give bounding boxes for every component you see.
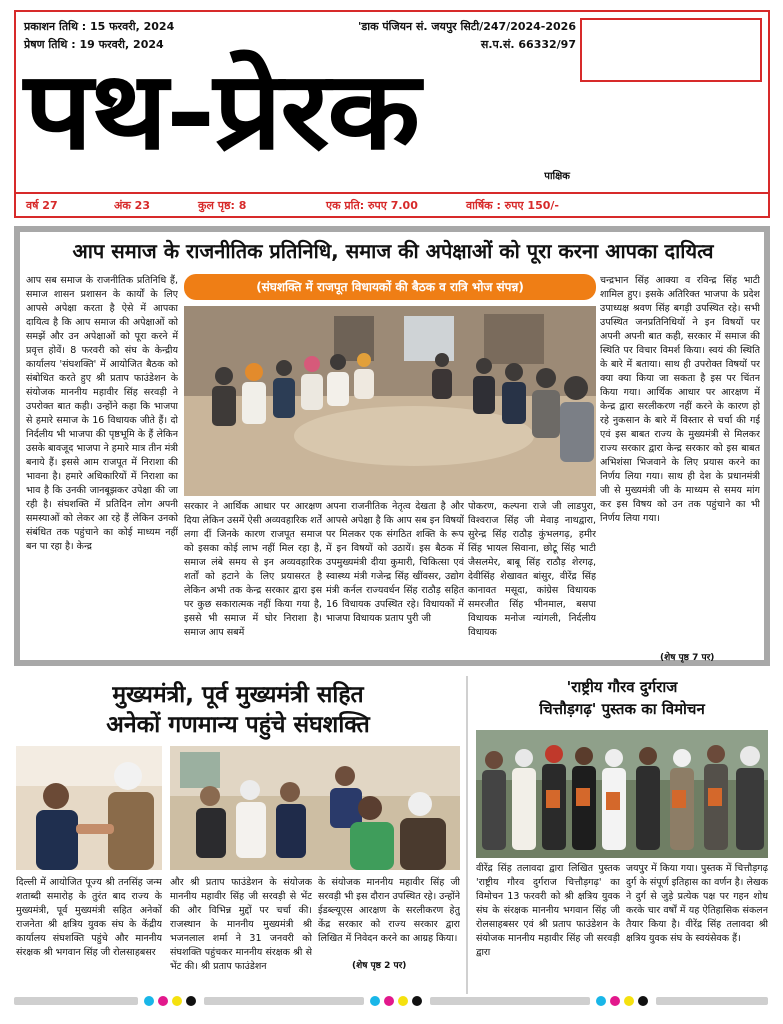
dispatch-date: प्रेषण तिथि : 19 फरवरी, 2024	[24, 38, 164, 51]
story2-headline-line1: मुख्यमंत्री, पूर्व मुख्यमंत्री सहित	[112, 682, 364, 708]
magenta-dot	[158, 996, 168, 1006]
newspaper-title: पथ-प्रेरक	[24, 48, 418, 174]
story2-column-1: दिल्ली में आयोजित पूज्य श्री तनसिंह जन्म शताब्दी समारोह के तुरंत बाद राज्य के मुख्यमंत्री, पूर्व मुख्यमंत्री सहित अनेकों राजनेता श्री क्षत्रिय युवक संघ के केंद्रीय कार्यालय संघशक्ति पहुंचे और माननीय संरक्षक श्री भगवान सिंह जी रोलसाहबसर	[16, 877, 162, 958]
story2-headline-line2: अनेकों गणमान्य पहुंचे संघशक्ति	[106, 712, 370, 738]
magenta-dot	[610, 996, 620, 1006]
yellow-dot	[398, 996, 408, 1006]
magenta-dot	[384, 996, 394, 1006]
black-dot	[186, 996, 196, 1006]
gray-bar	[204, 997, 364, 1005]
black-dot	[638, 996, 648, 1006]
cyan-dot	[370, 996, 380, 1006]
gray-bar	[14, 997, 138, 1005]
year-label: वर्ष 27	[26, 198, 58, 212]
publish-date: प्रकाशन तिथि : 15 फरवरी, 2024	[24, 20, 175, 33]
story2-column-3: के संयोजक माननीय महावीर सिंह जी सरवड़ी भी इस दौरान उपस्थित रहे। उन्होंने ईडब्ल्यूएस आरक्षण के सरलीकरण हेतु केंद्र सरकार को राज्य सरकार द्वारा लिखित में निवेदन करने का आग्रह किया।	[318, 877, 460, 944]
chief-minister-photo	[170, 746, 460, 870]
issue-info-bar	[16, 192, 768, 216]
print-registration-strip	[0, 994, 783, 1008]
black-dot	[412, 996, 422, 1006]
yellow-dot	[172, 996, 182, 1006]
rni-number: स.प.सं. 66332/97	[480, 38, 576, 51]
lead-column-4: पोकरण, कल्पना राजे जी लाडपुरा, विश्वराज सिंह जी मेवाड़ नाथद्वारा, सुरेन्द्र सिंह राठौड़ कुंभलगढ़, हमीर सिंह भायल सिवाना, छोटू सिंह भाटी जैसलमेर, बाबू सिंह राठौड़ शेरगढ़, देवीसिंह शेखावत बांसुर, वीरेंद्र सिंह कानावत मसूदा, कांग्रेस विधायक समरजीत सिंह भीनमाल, बसपा विधायक मनोज न्यांगली, निर्दलीय विधायक	[468, 501, 596, 638]
story2-headline	[18, 680, 458, 740]
postal-registration: 'डाक पंजियन सं. जयपुर सिटी/247/2024-2026	[358, 20, 576, 33]
story2-continued-note: (शेष पृष्ठ 2 पर)	[352, 961, 407, 971]
column-divider	[466, 676, 468, 994]
continued-note: (शेष पृष्ठ 7 पर)	[660, 653, 715, 663]
story3-column-2: जयपुर में किया गया। पुस्तक में चित्तौड़गढ़ दुर्ग के संपूर्ण इतिहास का वर्णन है। लेखक ने दुर्ग से जुड़े प्रत्येक पक्ष पर गहन शोध करके चार वर्षों में यह ऐतिहासिक संकलन तैयार किया है। वीरेंद्र सिंह तलावदा श्री क्षत्रिय युवक संघ के स्वयंसेवक हैं।	[626, 863, 768, 944]
story3-headline	[472, 676, 772, 720]
chief-minister-photo-illustration	[170, 746, 460, 870]
lead-column-2: सरकार ने आर्थिक आधार पर आरक्षण दिया लेकिन उसमें ऐसी अव्यवहारिक शर्तें लगा दीं जिनके कारण राजपूत समाज को इसका कोई लाभ नहीं मिल रहा है, समाज लंबे समय से इन अव्यवहारिक शर्तों को हटाने के लिए प्रयासरत है लेकिन अभी तक केन्द्र सरकार द्वारा इस पर कुछ सकारात्मक नहीं किया गया है, इससे भी समाज में घोर निराशा है। समाज आप सबमें	[184, 501, 322, 638]
lead-subheadline: (संघशक्ति में राजपूत विधायकों की बैठक व रात्रि भोज संपन्न)	[184, 274, 596, 300]
cyan-dot	[144, 996, 154, 1006]
story3-headline-line2: चित्तौड़गढ़' पुस्तक का विमोचन	[539, 700, 705, 718]
greeting-photo	[16, 746, 162, 870]
lead-column-3: अपना राजनीतिक नेतृत्व देखता है और आपसे अपेक्षा है कि आप सब इन विषयों पर मिलकर एक संगठित शक्ति के रूप में इन विषयों को उठायें। इस बैठक में उपमुख्यमंत्री दीया कुमारी, चिकित्सा एवं स्वास्थ्य मंत्री गजेन्द्र सिंह खींवसर, उद्योग मंत्री कर्नल राज्यवर्धन सिंह राठौड़ सहित 16 विधायक उपस्थित रहे। विधायकों में भाजपा विधायक प्रताप पुरी जी	[326, 501, 464, 624]
yellow-dot	[624, 996, 634, 1006]
greeting-photo-illustration	[16, 746, 162, 870]
book-launch-photo-illustration	[476, 730, 768, 858]
cyan-dot	[596, 996, 606, 1006]
lead-story	[14, 226, 770, 666]
lead-column-1: आप सब समाज के राजनीतिक प्रतिनिधि हैं, समाज शासन प्रशासन के कार्यों के लिए आपसे अपेक्षा करता है ऐसे में आपका दायित्व है कि आप समाज की अपेक्षाओं को समझें और उन अपेक्षाओं को पूरा करने में प्रवृत्त होवें। 8 फरवरी को संघ के केन्द्रीय कार्यालय 'संघशक्ति' में आयोजित बैठक को संबोधित करते हुए श्री प्रताप फाउंडेशन के संयोजक माननीय महावीर सिंह सरवड़ी ने उपरोक्त बात कही। उन्होंने कहा कि भाजपा से हमारे समाज के 16 विधायक जीते हैं। दो निर्दलीय भी भाजपा की पृष्ठभूमि के हैं लेकिन उसके बावजूद भाजपा ने हमारे मात्र तीन मंत्री बनाये हैं। इससे आम राजपूत में निराशा की भावना है। हमारे अधिकारियों में निराशा का भाव है कि उनकी जानबूझकर उपेक्षा की जा रही है। संघशक्ति में प्रतिदिन लोग अपनी समस्याओं को लेकर आ रहे हैं लेकिन उनको संबंधित तक पहुंचाने का कोई माध्यम नहीं बन पा रहा है। केन्द्र	[26, 275, 178, 552]
gray-bar	[656, 997, 768, 1005]
masthead	[14, 10, 770, 218]
story2-column-2: और श्री प्रताप फाउंडेशन के संयोजक माननीय महावीर सिंह जी सरवड़ी से भेंट की और विभिन्न मुद्दों पर चर्चा की। राजस्थान के माननीय मुख्यमंत्री श्री भजनलाल शर्मा ने 31 जनवरी को संघशक्ति पहुंचकर माननीय संरक्षक श्री से भेंट की। श्री प्रताप फाउंडेशन	[170, 877, 312, 972]
meeting-photo	[184, 306, 596, 496]
story3-headline-line1: 'राष्ट्रीय गौरव दुर्गराज	[566, 678, 678, 696]
pages-label: कुल पृष्ठ: 8	[198, 198, 247, 212]
issue-label: अंक 23	[114, 198, 150, 212]
book-launch-photo	[476, 730, 768, 858]
price-label: एक प्रति: रुपए 7.00	[326, 198, 418, 212]
annual-label: वार्षिक : रुपए 150/-	[466, 198, 559, 212]
meeting-photo-illustration	[184, 306, 596, 496]
lead-column-5: चन्द्रभान सिंह आक्या व रविन्द्र सिंह भाटी शामिल हुए। इसके अतिरिक्त भाजपा के प्रदेश उपाध्यक्ष श्रवण सिंह बगड़ी उपस्थित रहे। सभी उपस्थित जनप्रतिनिधियों ने इन विषयों पर अपनी अपनी बात कही, सरकार में समाज की स्थिति पर विचार विमर्श किया। स्वयं की स्थिति के बारे में बताया। साथ ही उपरोक्त विषयों पर क्या क्या किया जा सकता है इस पर चिंतन किया गया। आर्थिक आधार पर आरक्षण में केन्द्र द्वारा सरलीकरण नहीं करने के कारण हो रहे नुकसान के बारे में विस्तार से चर्चा की गई एवं इस बाबत राज्य के मुख्यमंत्री से मिलकर राज्य सरकार द्वारा केन्द्र सरकार को इस बाबत अभिशंसा भिजवाने के लिए प्रयास करने का निर्णय लिया गया। साथ ही देश के प्रधानमंत्री जी से मुख्यमंत्री जी के माध्यम से समय मांग कर इस विषय को उन तक पहुंचाने का भी निर्णय लिया गया।	[600, 275, 760, 524]
story3-column-1: वीरेंद्र सिंह तलावदा द्वारा लिखित पुस्तक 'राष्ट्रीय गौरव दुर्गराज चित्तौड़गढ़' का विमोचन 13 फरवरी को श्री क्षत्रिय युवक संघ के संरक्षक माननीय भगवान सिंह जी रोलसाहबसर एवं श्री प्रताप फाउंडेशन के संयोजक माननीय महावीर सिंह जी सरवड़ी द्वारा	[476, 863, 620, 958]
frequency-label: पाक्षिक	[544, 171, 570, 182]
gray-bar	[430, 997, 590, 1005]
address-box	[580, 18, 762, 82]
lead-headline: आप समाज के राजनीतिक प्रतिनिधि, समाज की अपेक्षाओं को पूरा करना आपका दायित्व	[72, 239, 714, 263]
